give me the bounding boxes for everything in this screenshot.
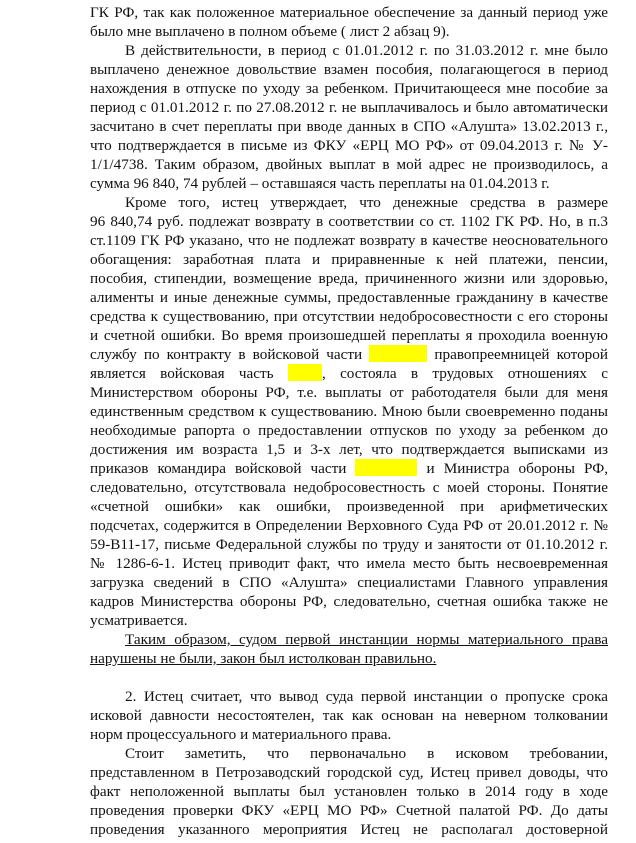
text-line: ГК РФ, так как положенное материальное обеспечение за данный период уже — [90, 4, 608, 21]
text-line: период с 01.01.2012 г. по 27.08.2012 г. не выплачивалось и было автоматически — [90, 99, 608, 116]
text-line — [90, 459, 608, 478]
text-line: В действительности, в период с 01.01.2012 г. по 31.03.2012 г. мне было — [125, 42, 608, 59]
text-segment: правопреемницей которой — [427, 346, 608, 363]
text-segment: службу по контракту в войсковой части — [90, 346, 370, 363]
redacted-highlight — [369, 345, 427, 362]
text-line: следовательно, отсутствовала недобросовестность с моей стороны. Понятие — [90, 479, 608, 496]
text-line: кадров Министерства обороны РФ, следовательно, счетная ошибка также не — [90, 593, 608, 610]
text-line: «счетной ошибки» как ошибки, произведенной при арифметических — [90, 498, 608, 515]
text-line: достижения им возраста 1,5 и 3-х лет, что подтверждается выписками из — [90, 441, 608, 458]
text-segment: и Министра обороны РФ, — [417, 460, 608, 477]
text-segment: является войсковая часть — [90, 365, 288, 382]
underlined-text-line: Таким образом, судом первой инстанции нормы материального права — [125, 631, 608, 648]
text-line: 2. Истец считает, что вывод суда первой инстанции о пропуске срока — [125, 688, 608, 705]
text-line: засчитано в счет переплаты при вводе данных в СПО «Алушта» 13.02.2013 г., — [90, 118, 608, 135]
text-line: алименты и иные денежные суммы, предоставленные гражданину в качестве — [90, 289, 608, 306]
text-line: единственным средством к существованию. Мною были своевременно поданы — [90, 403, 608, 420]
text-segment: , состояла в трудовых отношениях с — [321, 365, 608, 382]
text-line: загрузка сведений в СПО «Алушта» специалистами Главного управления — [90, 574, 608, 591]
text-line: проведения проверки ФКУ «ЕРЦ МО РФ» Счетной палатой РФ. До даты — [90, 802, 608, 819]
text-line: № 1286-6-1. Истец приводит факт, что имела место быть несвоевременная — [90, 555, 608, 572]
document-page — [90, 3, 608, 839]
text-line: норм процессуального и материального права. — [90, 726, 392, 743]
text-line: исковой давности несостоятелен, так как основан на неверном толковании — [90, 707, 608, 724]
text-line: выплачено денежное довольствие взамен пособия, полагающегося в период — [90, 61, 608, 78]
text-line: пособия, стипендии, возмещение вреда, причиненного жизни или здоровью, — [90, 270, 608, 287]
text-line: что подтверждается в письме из ФКУ «ЕРЦ МО РФ» от 09.04.2013 г. № У- — [90, 137, 608, 154]
text-line — [90, 364, 608, 383]
text-segment: приказов командира войсковой части — [90, 460, 356, 477]
text-line: представленном в Петрозаводский городской суд, Истец привел доводы, что — [90, 764, 608, 781]
text-line: Министерством обороны РФ, т.е. выплаты от работодателя были для меня — [90, 384, 608, 401]
text-line: ст.1109 ГК РФ указано, что не подлежат возврату в качестве неосновательного — [90, 232, 608, 249]
blank-line — [90, 668, 608, 687]
text-line: сумма 96 840, 74 рублей – оставшаяся часть переплаты на 01.04.2013 г. — [90, 175, 550, 192]
redacted-highlight — [288, 364, 322, 381]
text-line: обогащения: заработная плата и приравненные к ней платежи, пенсии, — [90, 251, 608, 268]
text-line: средства к существованию, при отсутствии недобросовестности с его стороны — [90, 308, 608, 325]
text-line: подсчетах, содержится в Определении Верховного Суда РФ от 20.01.2012 г. № — [90, 517, 608, 534]
text-line: необходимые рапорта о предоставлении отпусков по уходу за ребенком до — [90, 422, 608, 439]
underlined-text-line: нарушены не были, закон был истолкован правильно. — [90, 650, 437, 667]
text-line: 1/1/4738. Таким образом, двойных выплат в мой адрес не производилось, а — [90, 156, 608, 173]
text-line: и счетной ошибки. Во время произошедшей переплаты я проходила военную — [90, 327, 608, 344]
text-line: было мне выплачено в полном объеме ( лист 2 абзац 9). — [90, 23, 450, 40]
text-line: 96 840,74 руб. подлежат возврату в соответствии со ст. 1102 ГК РФ. Но, в п.3 — [90, 213, 608, 230]
text-line: нахождения в отпуске по уходу за ребенком. Причитающееся мне пособие за — [90, 80, 608, 97]
text-line: Кроме того, истец утверждает, что денежные средства в размере — [125, 194, 608, 211]
text-line: 59-В11-17, письме Федеральной службы по труду и занятости от 01.10.2012 г. — [90, 536, 608, 553]
text-line: проведения указанного мероприятия Истец не располагал достоверной — [90, 821, 608, 838]
text-line: усматривается. — [90, 612, 188, 629]
redacted-highlight — [355, 459, 417, 476]
text-line — [90, 345, 608, 364]
text-line: Стоит заметить, что первоначально в исковом требовании, — [125, 745, 608, 762]
text-line: факт неположенной выплаты был установлен только в 2014 году в ходе — [90, 783, 608, 800]
